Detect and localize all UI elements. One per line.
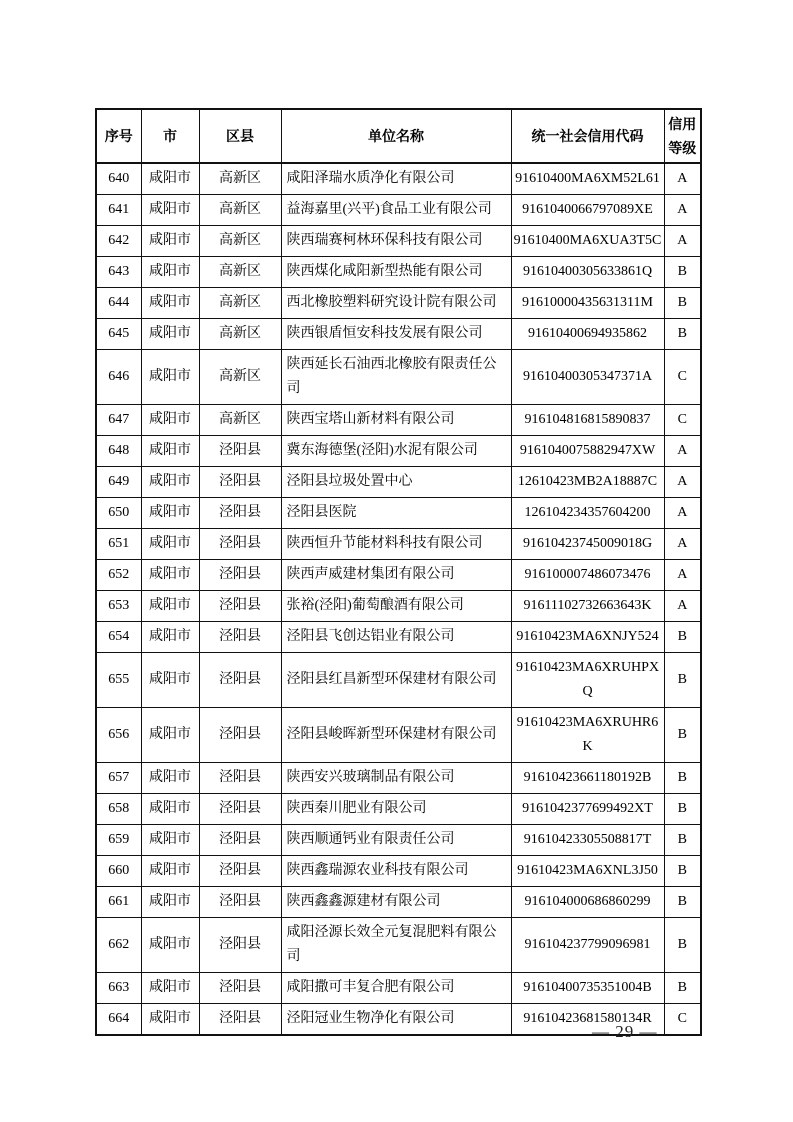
cell-city: 咸阳市: [141, 319, 199, 350]
cell-district: 泾阳县: [199, 763, 281, 794]
cell-code: 91610000435631311M: [511, 288, 664, 319]
cell-name: 泾阳县峻晖新型环保建材有限公司: [281, 708, 511, 763]
cell-district: 泾阳县: [199, 887, 281, 918]
cell-code: 91610423MA6XRUHPXQ: [511, 653, 664, 708]
cell-index: 655: [96, 653, 141, 708]
cell-index: 661: [96, 887, 141, 918]
cell-code: 12610423MB2A18887C: [511, 467, 664, 498]
cell-index: 659: [96, 825, 141, 856]
cell-rating: B: [664, 856, 701, 887]
cell-city: 咸阳市: [141, 195, 199, 226]
cell-rating: B: [664, 763, 701, 794]
table-row: [96, 226, 701, 257]
cell-name: 陕西宝塔山新材料有限公司: [281, 405, 511, 436]
cell-city: 咸阳市: [141, 498, 199, 529]
cell-city: 咸阳市: [141, 708, 199, 763]
cell-rating: A: [664, 560, 701, 591]
table-body: [96, 163, 701, 1035]
cell-name: 咸阳撒可丰复合肥有限公司: [281, 973, 511, 1004]
cell-code: 916104237799096981: [511, 918, 664, 973]
cell-city: 咸阳市: [141, 226, 199, 257]
cell-city: 咸阳市: [141, 918, 199, 973]
cell-district: 高新区: [199, 195, 281, 226]
cell-city: 咸阳市: [141, 529, 199, 560]
cell-index: 640: [96, 163, 141, 195]
table-row: [96, 794, 701, 825]
cell-name: 咸阳泾源长效全元复混肥料有限公司: [281, 918, 511, 973]
cell-name: 泾阳县红昌新型环保建材有限公司: [281, 653, 511, 708]
cell-index: 654: [96, 622, 141, 653]
table-row: [96, 288, 701, 319]
cell-city: 咸阳市: [141, 288, 199, 319]
cell-district: 泾阳县: [199, 825, 281, 856]
table-header: [96, 109, 701, 163]
cell-index: 660: [96, 856, 141, 887]
cell-code: 91610400305633861Q: [511, 257, 664, 288]
cell-code: 126104234357604200: [511, 498, 664, 529]
cell-district: 高新区: [199, 350, 281, 405]
cell-city: 咸阳市: [141, 622, 199, 653]
cell-name: 陕西煤化咸阳新型热能有限公司: [281, 257, 511, 288]
cell-name: 泾阳县医院: [281, 498, 511, 529]
cell-code: 91610400305347371A: [511, 350, 664, 405]
cell-code: 916104816815890837: [511, 405, 664, 436]
table-row: [96, 405, 701, 436]
cell-name: 陕西顺通钙业有限责任公司: [281, 825, 511, 856]
cell-city: 咸阳市: [141, 436, 199, 467]
cell-rating: A: [664, 498, 701, 529]
cell-rating: B: [664, 257, 701, 288]
cell-rating: A: [664, 226, 701, 257]
cell-code: 91610423661180192B: [511, 763, 664, 794]
table-row: [96, 498, 701, 529]
cell-rating: B: [664, 708, 701, 763]
cell-city: 咸阳市: [141, 1004, 199, 1036]
cell-index: 664: [96, 1004, 141, 1036]
cell-rating: C: [664, 350, 701, 405]
cell-index: 650: [96, 498, 141, 529]
cell-rating: B: [664, 825, 701, 856]
table-row: [96, 467, 701, 498]
cell-code: 916100007486073476: [511, 560, 664, 591]
table-row: [96, 529, 701, 560]
cell-rating: A: [664, 163, 701, 195]
cell-city: 咸阳市: [141, 973, 199, 1004]
cell-rating: C: [664, 1004, 701, 1036]
cell-index: 645: [96, 319, 141, 350]
cell-district: 泾阳县: [199, 560, 281, 591]
cell-code: 916104000686860299: [511, 887, 664, 918]
cell-index: 658: [96, 794, 141, 825]
cell-code: 91610423305508817T: [511, 825, 664, 856]
cell-name: 泾阳县飞创达铝业有限公司: [281, 622, 511, 653]
table-row: [96, 918, 701, 973]
cell-code: 91610423MA6XRUHR6K: [511, 708, 664, 763]
table-row: [96, 763, 701, 794]
header-district: 区县: [199, 109, 281, 163]
table-row: [96, 825, 701, 856]
cell-code: 91611102732663643K: [511, 591, 664, 622]
cell-rating: A: [664, 467, 701, 498]
table-row: [96, 622, 701, 653]
cell-index: 653: [96, 591, 141, 622]
cell-city: 咸阳市: [141, 591, 199, 622]
header-row: [96, 109, 701, 163]
cell-index: 651: [96, 529, 141, 560]
cell-district: 泾阳县: [199, 856, 281, 887]
cell-rating: A: [664, 195, 701, 226]
cell-name: 益海嘉里(兴平)食品工业有限公司: [281, 195, 511, 226]
cell-city: 咸阳市: [141, 825, 199, 856]
cell-rating: B: [664, 622, 701, 653]
cell-district: 泾阳县: [199, 622, 281, 653]
cell-index: 647: [96, 405, 141, 436]
cell-city: 咸阳市: [141, 794, 199, 825]
cell-index: 642: [96, 226, 141, 257]
table-row: [96, 856, 701, 887]
cell-district: 泾阳县: [199, 529, 281, 560]
cell-district: 高新区: [199, 405, 281, 436]
table-row: [96, 319, 701, 350]
header-index: 序号: [96, 109, 141, 163]
cell-district: 泾阳县: [199, 918, 281, 973]
cell-index: 644: [96, 288, 141, 319]
table-row: [96, 591, 701, 622]
cell-name: 陕西延长石油西北橡胶有限责任公司: [281, 350, 511, 405]
cell-rating: C: [664, 405, 701, 436]
cell-district: 泾阳县: [199, 436, 281, 467]
cell-district: 泾阳县: [199, 653, 281, 708]
table-row: [96, 887, 701, 918]
cell-district: 泾阳县: [199, 973, 281, 1004]
cell-rating: B: [664, 319, 701, 350]
cell-district: 高新区: [199, 319, 281, 350]
cell-rating: B: [664, 918, 701, 973]
cell-district: 泾阳县: [199, 794, 281, 825]
cell-city: 咸阳市: [141, 653, 199, 708]
cell-name: 泾阳冠业生物净化有限公司: [281, 1004, 511, 1036]
cell-rating: B: [664, 973, 701, 1004]
cell-code: 9161040066797089XE: [511, 195, 664, 226]
cell-city: 咸阳市: [141, 405, 199, 436]
cell-name: 泾阳县垃圾处置中心: [281, 467, 511, 498]
cell-rating: B: [664, 288, 701, 319]
header-credit-code: 统一社会信用代码: [511, 109, 664, 163]
cell-city: 咸阳市: [141, 887, 199, 918]
cell-rating: B: [664, 794, 701, 825]
cell-index: 641: [96, 195, 141, 226]
cell-name: 陕西瑞赛柯林环保科技有限公司: [281, 226, 511, 257]
cell-code: 9161040075882947XW: [511, 436, 664, 467]
table-row: [96, 257, 701, 288]
cell-rating: B: [664, 887, 701, 918]
cell-name: 西北橡胶塑料研究设计院有限公司: [281, 288, 511, 319]
cell-code: 9161042377699492XT: [511, 794, 664, 825]
cell-district: 泾阳县: [199, 591, 281, 622]
cell-name: 陕西秦川肥业有限公司: [281, 794, 511, 825]
cell-name: 陕西鑫鑫源建材有限公司: [281, 887, 511, 918]
table-row: [96, 973, 701, 1004]
cell-name: 陕西鑫瑞源农业科技有限公司: [281, 856, 511, 887]
cell-district: 泾阳县: [199, 467, 281, 498]
cell-name: 陕西声威建材集团有限公司: [281, 560, 511, 591]
header-city: 市: [141, 109, 199, 163]
cell-rating: A: [664, 529, 701, 560]
cell-code: 91610400694935862: [511, 319, 664, 350]
table-row: [96, 163, 701, 195]
cell-city: 咸阳市: [141, 560, 199, 591]
cell-index: 657: [96, 763, 141, 794]
cell-code: 91610400MA6XUA3T5C: [511, 226, 664, 257]
cell-name: 陕西安兴玻璃制品有限公司: [281, 763, 511, 794]
table-row: [96, 195, 701, 226]
cell-index: 643: [96, 257, 141, 288]
cell-name: 张裕(泾阳)葡萄酿酒有限公司: [281, 591, 511, 622]
table-row: [96, 560, 701, 591]
cell-code: 91610423681580134R: [511, 1004, 664, 1036]
cell-district: 高新区: [199, 288, 281, 319]
cell-city: 咸阳市: [141, 467, 199, 498]
cell-district: 高新区: [199, 226, 281, 257]
table-row: [96, 436, 701, 467]
cell-code: 91610400MA6XM52L61: [511, 163, 664, 195]
cell-name: 咸阳泽瑞水质净化有限公司: [281, 163, 511, 195]
cell-code: 91610423745009018G: [511, 529, 664, 560]
cell-index: 663: [96, 973, 141, 1004]
cell-index: 649: [96, 467, 141, 498]
cell-district: 泾阳县: [199, 708, 281, 763]
header-credit-rating: 信用等级: [664, 109, 701, 163]
cell-city: 咸阳市: [141, 350, 199, 405]
cell-city: 咸阳市: [141, 257, 199, 288]
cell-district: 泾阳县: [199, 1004, 281, 1036]
cell-district: 高新区: [199, 257, 281, 288]
cell-district: 泾阳县: [199, 498, 281, 529]
cell-city: 咸阳市: [141, 856, 199, 887]
table-row: [96, 350, 701, 405]
cell-index: 652: [96, 560, 141, 591]
table-row: [96, 708, 701, 763]
credit-rating-table: [95, 108, 702, 1036]
cell-code: 91610423MA6XNJY524: [511, 622, 664, 653]
cell-code: 91610400735351004B: [511, 973, 664, 1004]
cell-name: 陕西银盾恒安科技发展有限公司: [281, 319, 511, 350]
cell-index: 648: [96, 436, 141, 467]
cell-rating: A: [664, 436, 701, 467]
cell-district: 高新区: [199, 163, 281, 195]
cell-name: 冀东海德堡(泾阳)水泥有限公司: [281, 436, 511, 467]
cell-index: 656: [96, 708, 141, 763]
cell-rating: B: [664, 653, 701, 708]
cell-city: 咸阳市: [141, 763, 199, 794]
cell-index: 646: [96, 350, 141, 405]
cell-name: 陕西恒升节能材料科技有限公司: [281, 529, 511, 560]
page-number: — 29 —: [592, 1022, 658, 1041]
cell-code: 91610423MA6XNL3J50: [511, 856, 664, 887]
cell-index: 662: [96, 918, 141, 973]
table-row: [96, 653, 701, 708]
cell-rating: A: [664, 591, 701, 622]
header-unit-name: 单位名称: [281, 109, 511, 163]
cell-city: 咸阳市: [141, 163, 199, 195]
